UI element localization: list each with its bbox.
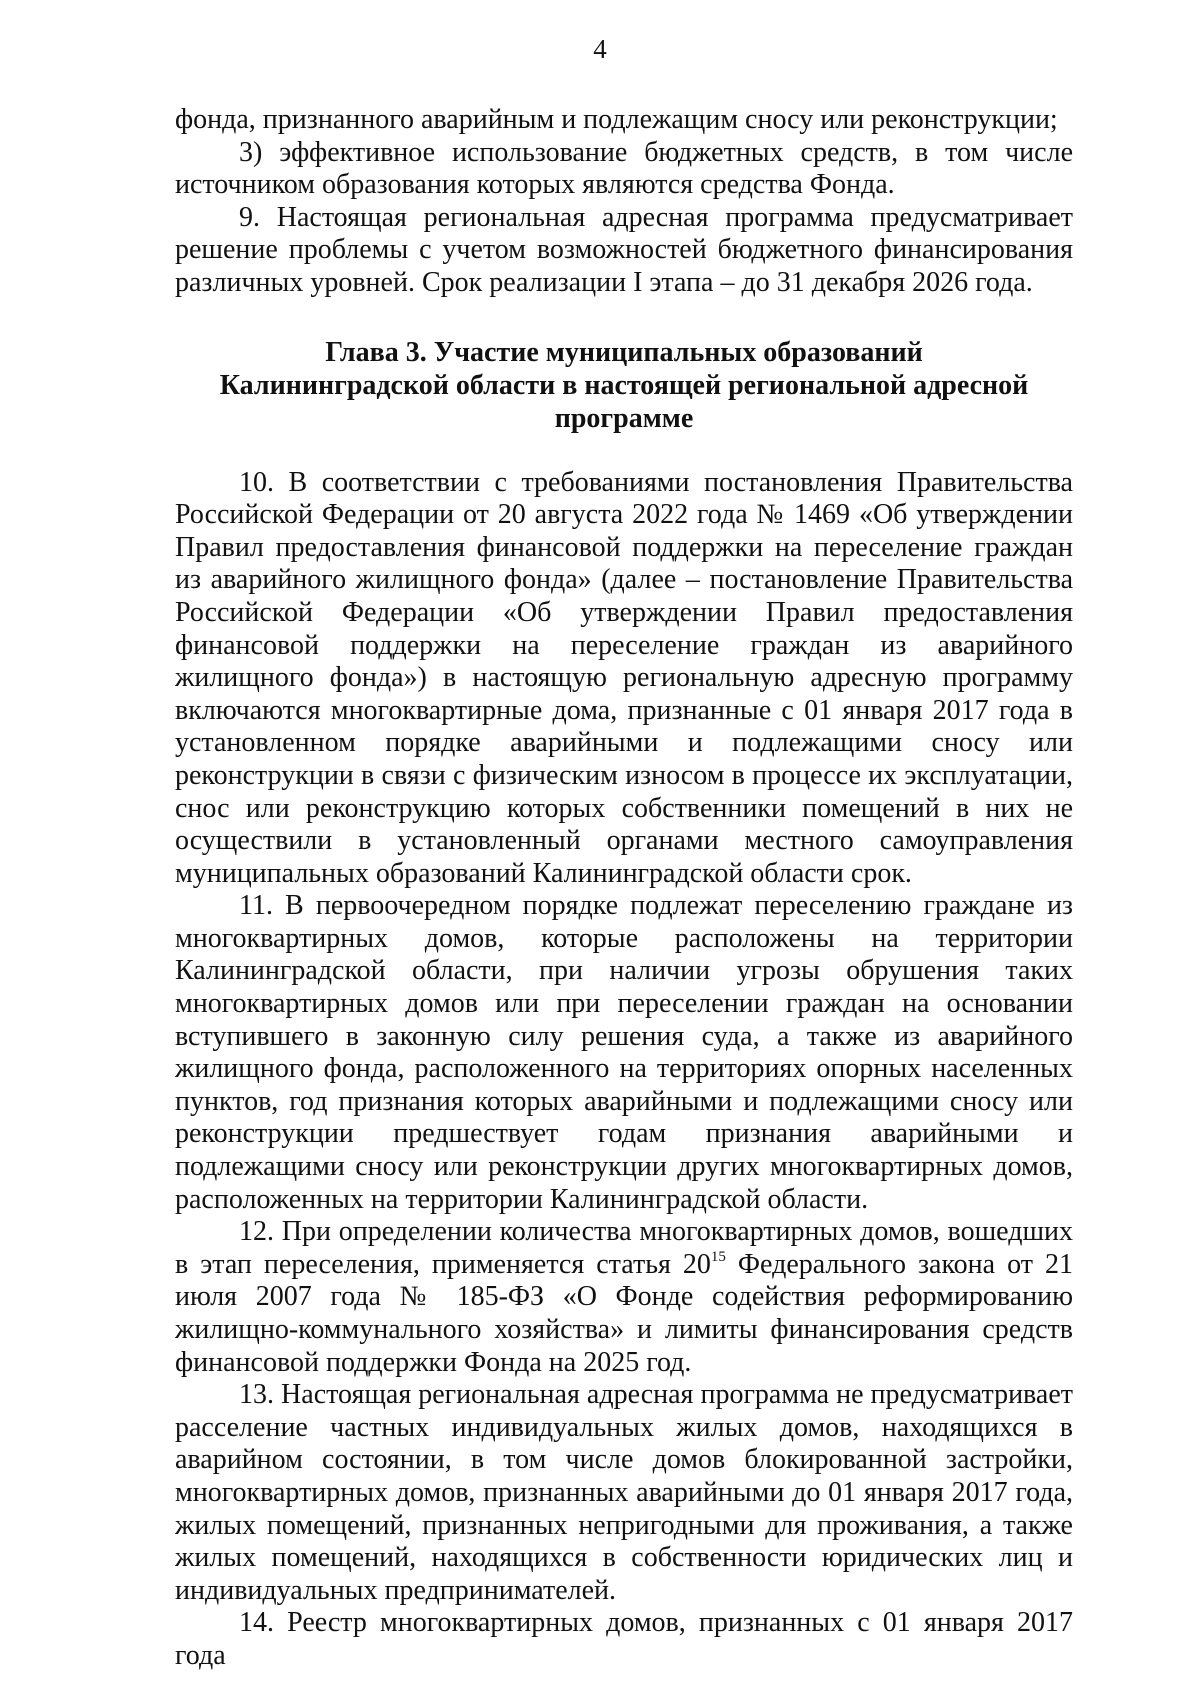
paragraph-12 <box>175 1216 1073 1379</box>
paragraph-14: 14. Реестр многоквартирных домов, признанных с 01 января 2017 года <box>175 1607 1073 1671</box>
paragraph-9: 9. Настоящая региональная адресная программа предусматривает решение проблемы с учетом возможностей бюджетного финансирования различных уровней. Срок реализации I этапа – до 31 декабря 2026 года. <box>175 201 1073 298</box>
chapter-heading-line-1: Глава 3. Участие муниципальных образований <box>325 336 923 368</box>
paragraph-continuation: фонда, признанного аварийным и подлежащим сносу или реконструкции; <box>175 104 1058 135</box>
chapter-heading <box>175 336 1073 435</box>
chapter-heading-line-2: Калининградской области в настоящей региональной адресной программе <box>219 369 1029 434</box>
paragraph-12-text-end: Федерального закона от 21 июля 2007 года № 185-ФЗ «О Фонде содействия реформированию жилищно-коммунального хозяйства» и лимиты финансирования средств финансовой поддержки Фонда на 2025 год. <box>175 1248 1073 1378</box>
paragraph-13: 13. Настоящая региональная адресная программа не предусматривает расселение частных индивидуальных жилых домов, находящихся в аварийном состоянии, в том числе домов блокированной застройки, многоквартирных домов, признанных аварийными до 01 января 2017 года, жилых помещений, признанных непригодными для проживания, а также жилых помещений, находящихся в собственности юридических лиц и индивидуальных предпринимателей. <box>175 1379 1073 1606</box>
paragraph-11: 11. В первоочередном порядке подлежат переселению граждане из многоквартирных домов, которые расположены на территории Калининградской области, при наличии угрозы обрушения таких многоквартирных домов или при переселении граждан на основании вступившего в законную силу решения суда, а также из аварийного жилищного фонда, расположенного на территориях опорных населенных пунктов, год признания которых аварийными и подлежащими сносу или реконструкции предшествует годам признания аварийными и подлежащими сносу или реконструкции других многоквартирных домов, расположенных на территории Калининградской области. <box>175 890 1073 1215</box>
document-body <box>175 104 1073 1673</box>
paragraph-item-3: 3) эффективное использование бюджетных средств, в том числе источником образования которых являются средства Фонда. <box>175 136 1073 201</box>
page-number: 4 <box>593 34 607 64</box>
article-superscript: 15 <box>710 1248 726 1265</box>
paragraph-12-text-start: 12. При определении количества многоквартирных домов, вошедших в этап переселения, применяется статья 20 <box>175 1216 1073 1280</box>
paragraph-10: 10. В соответствии с требованиями постановления Правительства Российской Федерации от 20 августа 2022 года № 1469 «Об утверждении Правил предоставления финансовой поддержки на переселение граждан из аварийного жилищного фонда» (далее – постановление Правительства Российской Федерации «Об утверждении Правил предоставления финансовой поддержки на переселение граждан из аварийного жилищного фонда») в настоящую региональную адресную программу включаются многоквартирные дома, признанные с 01 января 2017 года в установленном порядке аварийными и подлежащими сносу или реконструкции в связи с физическим износом в процессе их эксплуатации, снос или реконструкцию которых собственники помещений в них не осуществили в установленный органами местного самоуправления муниципальных образований Калининградской области срок. <box>175 466 1073 889</box>
